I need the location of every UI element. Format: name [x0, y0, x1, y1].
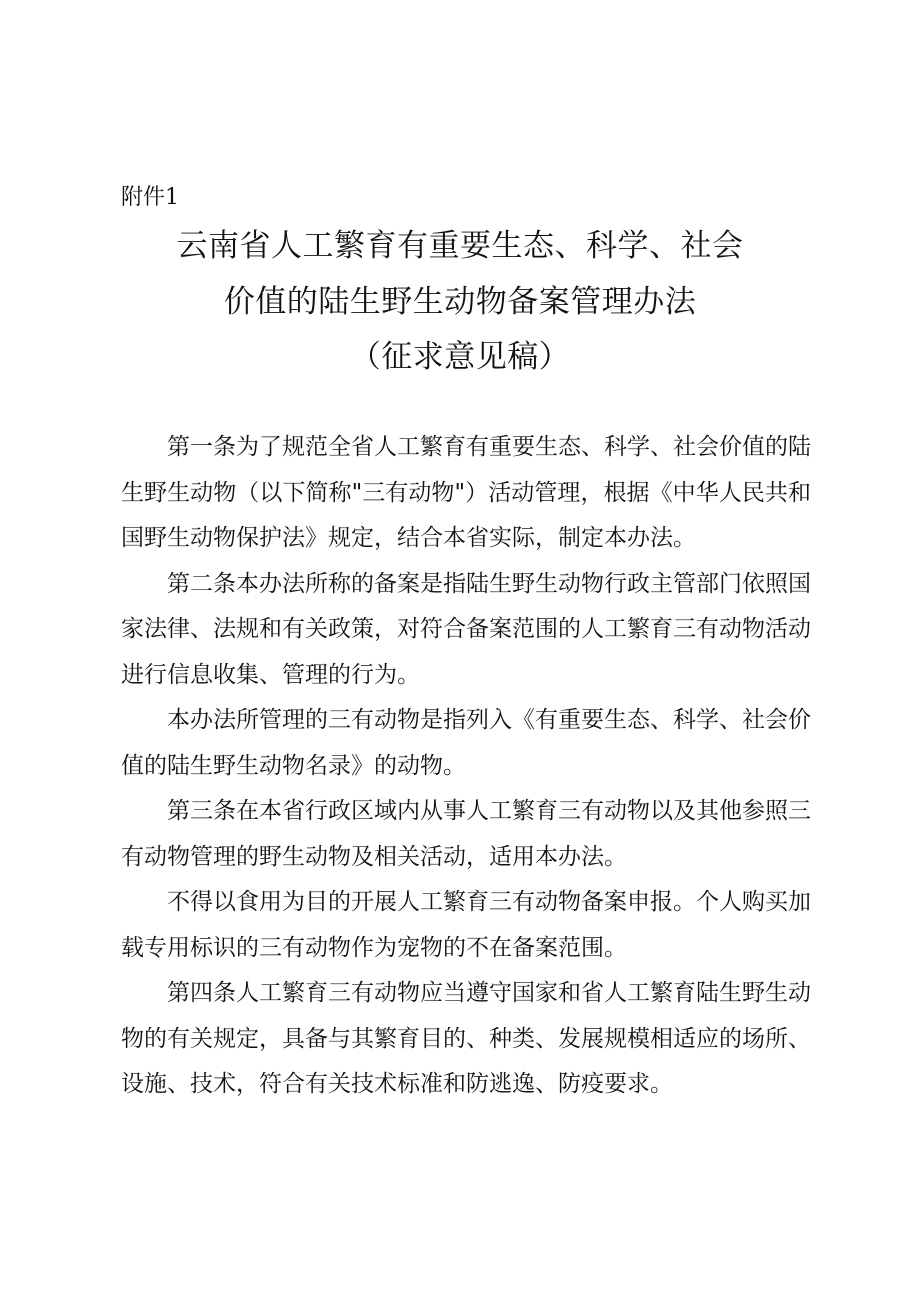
article-2-paragraph: 第二条本办法所称的备案是指陆生野生动物行政主管部门依照国家法律、法规和有关政策，对符合备案范围的人工繁育三有动物活动进行信息收集、管理的行为。 — [121, 570, 811, 688]
article-3-paragraph: 第三条在本省行政区域内从事人工繁育三有动物以及其他参照三有动物管理的野生动物及相关活动，适用本办法。 — [121, 798, 811, 870]
document-title-line-3: （征求意见稿） — [349, 339, 571, 375]
article-1-paragraph: 第一条为了规范全省人工繁育有重要生态、科学、社会价值的陆生野生动物（以下简称"三有动物"）活动管理，根据《中华人民共和国野生动物保护法》规定，结合本省实际，制定本办法。 — [121, 434, 811, 551]
article-4-paragraph: 第四条人工繁育三有动物应当遵守国家和省人工繁育陆生野生动物的有关规定，具备与其繁育目的、种类、发展规模相适应的场所、设施、技术，符合有关技术标准和防逃逸、防疫要求。 — [121, 980, 811, 1097]
document-body — [121, 425, 811, 1108]
exclusion-paragraph: 不得以食用为目的开展人工繁育三有动物备案申报。个人购买加载专用标识的三有动物作为宠物的不在备案范围。 — [121, 889, 811, 961]
attachment-label: 附件1 — [121, 185, 179, 210]
scope-definition-paragraph: 本办法所管理的三有动物是指列入《有重要生态、科学、社会价值的陆生野生动物名录》的动物。 — [121, 707, 811, 779]
document-title-line-1: 云南省人工繁育有重要生态、科学、社会 — [176, 228, 744, 264]
document-title-line-2: 价值的陆生野生动物备案管理办法 — [223, 284, 697, 320]
